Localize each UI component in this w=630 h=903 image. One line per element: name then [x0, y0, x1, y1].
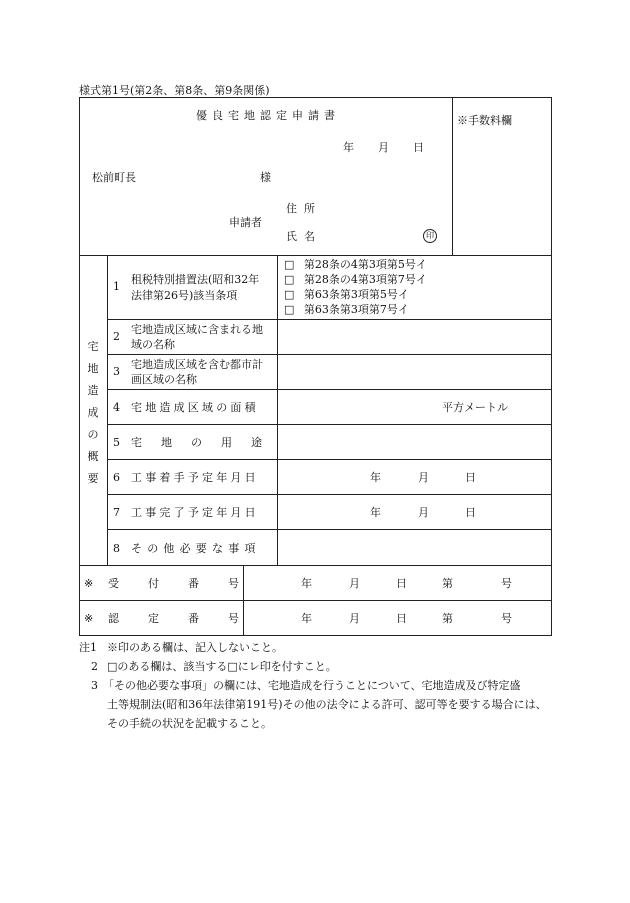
date-month-label: 月 — [378, 141, 389, 154]
receipt-day: 日 — [396, 577, 407, 590]
certification-mark: ※ — [84, 612, 94, 625]
receipt-no-prefix: 第 — [442, 577, 453, 590]
row-3-value-field[interactable] — [280, 356, 548, 386]
checkbox-label: 第28条の4第3項第7号イ — [303, 273, 427, 286]
address-label: 住所 — [286, 202, 322, 215]
note-2-text: □のある欄は、該当する□にレ印を付すこと。 — [107, 660, 337, 673]
applicant-label: 申請者 — [229, 216, 262, 229]
certification-day: 日 — [396, 612, 407, 625]
row-7-month: 月 — [418, 506, 429, 519]
row-2-label-line2: 域の名称 — [131, 338, 175, 351]
receipt-no-suffix: 号 — [501, 577, 512, 590]
checkbox-option[interactable] — [284, 273, 427, 286]
form-id: 様式第1号(第2条、第8条、第9条関係) — [79, 84, 270, 97]
note-3-text-line1: 「その他必要な事項」の欄には、宅地造成を行うことについて、宅地造成及び特定盛 — [103, 679, 521, 692]
row-6-month: 月 — [418, 471, 429, 484]
page-title: 優良宅地認定申請書 — [196, 109, 340, 122]
row-7-label: 工事完了予定年月日 — [131, 506, 259, 519]
row-8-value-field[interactable] — [280, 531, 548, 562]
row-4-number: 4 — [113, 401, 120, 414]
form-page: 様式第1号(第2条、第8条、第9条関係) 優良宅地認定申請書 ※手数料欄 年 月 日 松前町長 様 住所 申請者 氏名 印 宅 地 造 成 の 概 要 1 租税特別措置法(昭和32年 法律第26号)該当条項 □ 第28条の4第3項第5号イ □ 第28条の4第3項第7号イ □ 第63条第3項第5号イ □ 第63条第3項第7号イ 2 宅地造成区域に含まれる地 域の名称 3 宅地造成区域を含む都市計 画区域の名称 4 宅地造成区域の面積 平方メートル 5 宅地の用途 6 工事着手予定年月日 年 月 日 7 工事完了予定年月日 年 月 日 8 その他必要な事項 ※ 受付番号 年 月 日 第 号 ※ 認定番号 年 月 日 第 号 注1 ※印のある欄は、記入しないこと。 2 □のある欄は、該当する□にレ印を付すこと。 3 「その他必要な事項」の欄には、宅地造成を行うことについて、宅地造成及び特定盛 土等規制法(昭和36年法律第191号)その他の法令による許可、認可等を要する場合には、 その手続の状況を記載すること。 — [0, 0, 630, 903]
note-3-text-line3: その手続の状況を記載すること。 — [107, 717, 272, 730]
receipt-mark: ※ — [84, 577, 94, 590]
row-1-label-line2: 法律第26号)該当条項 — [131, 289, 238, 302]
row-8-number: 8 — [113, 542, 120, 555]
certification-no-prefix: 第 — [442, 612, 453, 625]
addressee: 松前町長 — [92, 171, 136, 184]
note-1-text: ※印のある欄は、記入しないこと。 — [107, 641, 283, 654]
row-2-value-field[interactable] — [280, 321, 548, 351]
date-day-label: 日 — [413, 141, 424, 154]
seal-mark: 印 — [423, 229, 437, 243]
date-year-label: 年 — [343, 141, 354, 154]
row-5-value-field[interactable] — [280, 426, 548, 456]
row-1-label-line1: 租税特別措置法(昭和32年 — [131, 273, 260, 286]
certification-year: 年 — [301, 612, 312, 625]
checkbox-option[interactable] — [284, 288, 409, 301]
row-5-label: 宅地の用途 — [131, 436, 281, 449]
note-1-number: 注1 — [79, 641, 97, 654]
row-7-number: 7 — [113, 506, 120, 519]
row-3-label-line2: 画区域の名称 — [131, 373, 197, 386]
checkbox-option[interactable] — [284, 303, 409, 316]
honorific: 様 — [260, 171, 271, 184]
row-6-year: 年 — [370, 471, 381, 484]
name-label: 氏名 — [286, 230, 322, 243]
checkbox-icon[interactable]: □ — [284, 288, 295, 301]
row-6-label: 工事着手予定年月日 — [131, 471, 259, 484]
row-6-number: 6 — [113, 471, 120, 484]
row-6-day: 日 — [465, 471, 476, 484]
receipt-month: 月 — [349, 577, 360, 590]
fee-label: ※手数料欄 — [457, 114, 512, 127]
row-2-number: 2 — [113, 330, 120, 343]
checkbox-icon[interactable]: □ — [284, 258, 295, 271]
row-4-unit: 平方メートル — [442, 401, 508, 414]
row-3-label-line1: 宅地造成区域を含む都市計 — [131, 358, 263, 371]
certification-no-suffix: 号 — [501, 612, 512, 625]
row-1-number: 1 — [113, 280, 120, 293]
checkbox-icon[interactable]: □ — [284, 273, 295, 286]
note-2-number: 2 — [91, 660, 98, 673]
certification-month: 月 — [349, 612, 360, 625]
row-7-day: 日 — [465, 506, 476, 519]
note-3-text-line2: 土等規制法(昭和36年法律第191号)その他の法令による許可、認可等を要する場合には、 — [107, 698, 547, 711]
note-3-number: 3 — [91, 679, 98, 692]
row-7-year: 年 — [370, 506, 381, 519]
certification-label: 認定番号 — [108, 612, 268, 625]
checkbox-icon[interactable]: □ — [284, 303, 295, 316]
row-2-label-line1: 宅地造成区域に含まれる地 — [131, 323, 263, 336]
checkbox-label: 第63条第3項第7号イ — [303, 303, 409, 316]
row-4-label: 宅地造成区域の面積 — [131, 401, 259, 414]
row-8-label: その他必要な事項 — [131, 542, 261, 555]
checkbox-option[interactable] — [284, 258, 427, 271]
row-3-number: 3 — [113, 365, 120, 378]
row-5-number: 5 — [113, 436, 120, 449]
receipt-label: 受付番号 — [108, 577, 268, 590]
checkbox-label: 第28条の4第3項第5号イ — [303, 258, 427, 271]
checkbox-label: 第63条第3項第5号イ — [303, 288, 409, 301]
receipt-year: 年 — [301, 577, 312, 590]
